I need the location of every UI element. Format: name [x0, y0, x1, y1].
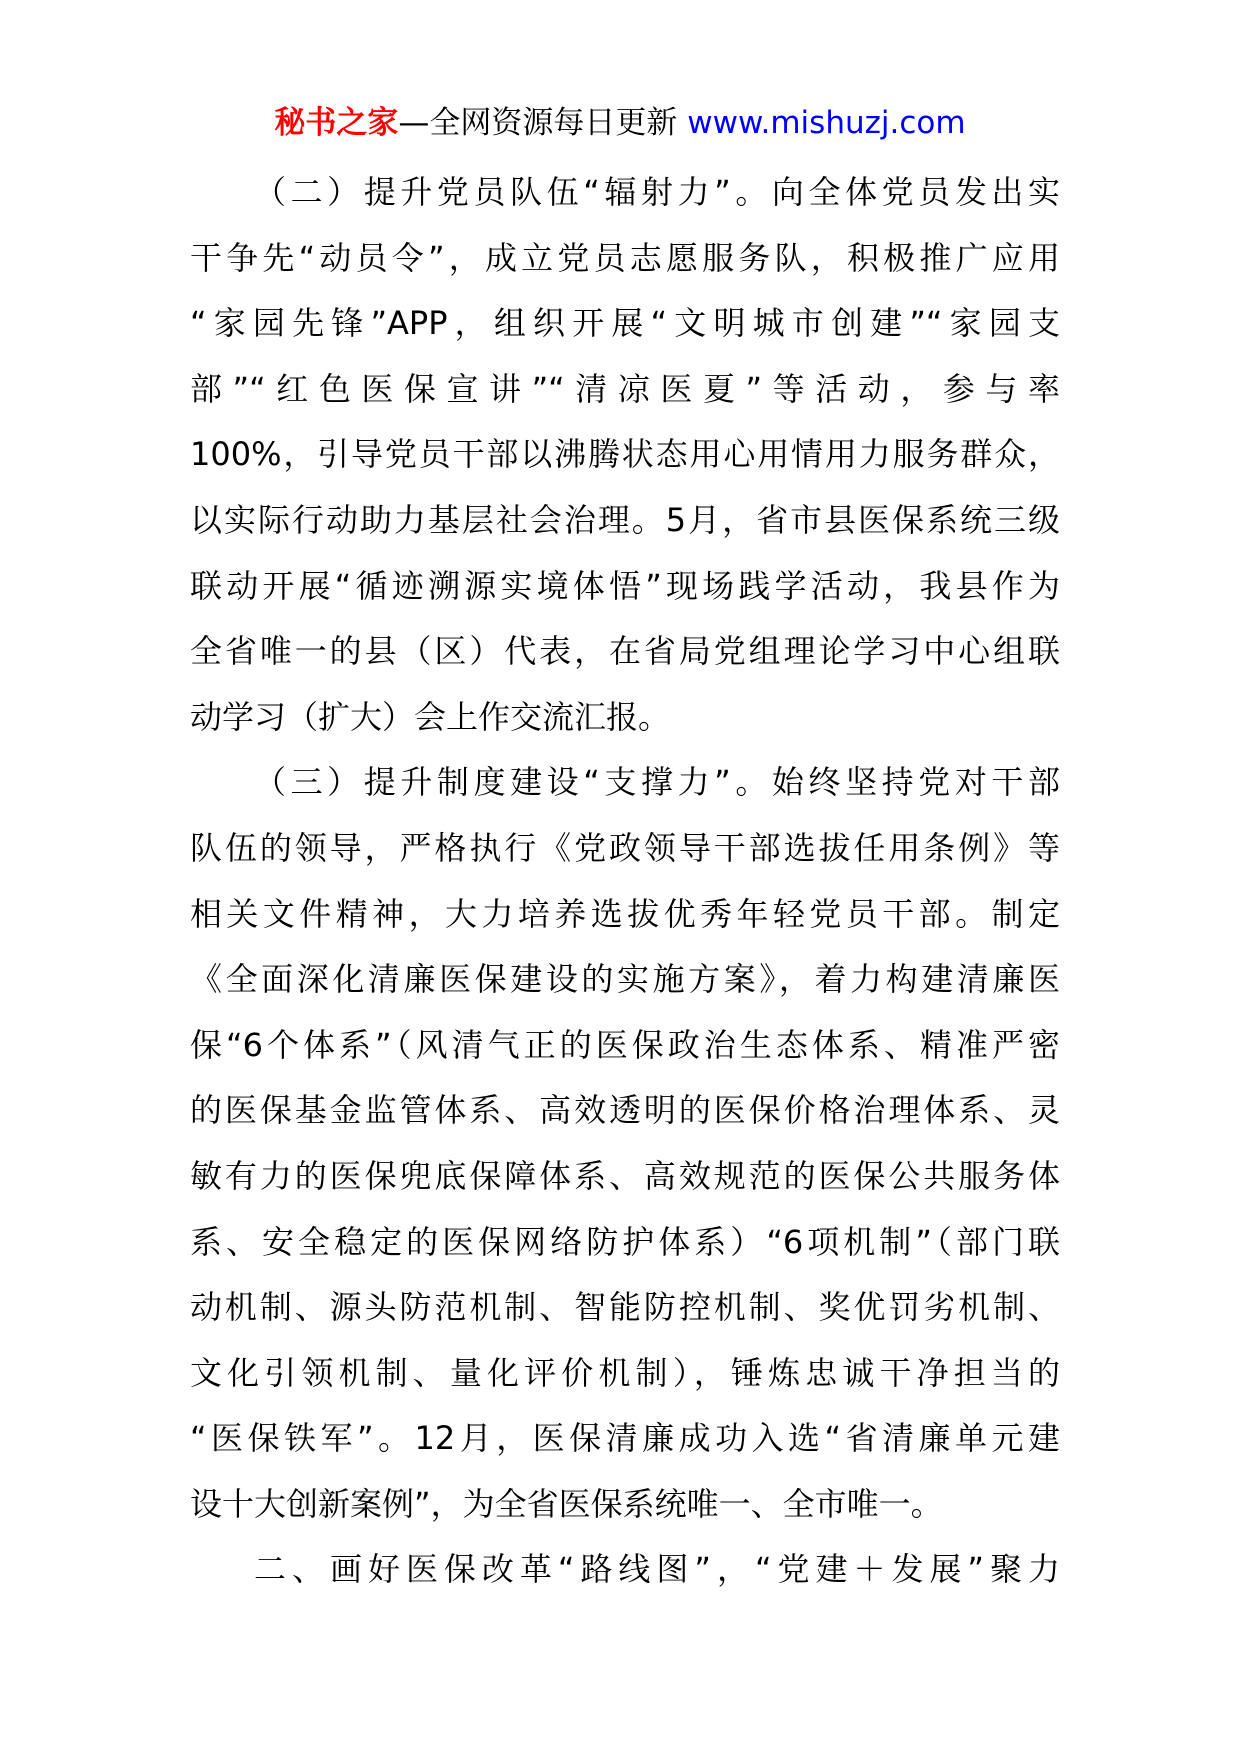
paragraph-line: 全省唯一的县（区）代表，在省局党组理论学习中心组联	[190, 632, 1060, 671]
paragraph-line: 设十大创新案例”，为全省医保系统唯一、全市唯一。	[190, 1484, 943, 1523]
paragraph-line: “家园先锋”APP，组织开展“文明城市创建”“家园支	[190, 304, 1060, 343]
section-heading: 二、画好医保改革“路线图”，“党建＋发展”聚力	[254, 1550, 1060, 1589]
paragraph-line: 敏有力的医保兜底保障体系、高效规范的医保公共服务体	[190, 1156, 1060, 1195]
paragraph-line: “医保铁军”。12月，医保清廉成功入选“省清廉单元建	[190, 1419, 1060, 1458]
document-body	[190, 160, 1060, 1603]
paragraph-line: 保“6个体系”（风清气正的医保政治生态体系、精准严密	[190, 1025, 1060, 1064]
paragraph-line: 动学习（扩大）会上作交流汇报。	[190, 697, 671, 736]
brand-name: 秘书之家	[274, 105, 399, 141]
paragraph-line: 队伍的领导，严格执行《党政领导干部选拔任用条例》等	[190, 828, 1060, 867]
paragraph-line: 的医保基金监管体系、高效透明的医保价格治理体系、灵	[190, 1091, 1060, 1130]
paragraph-line: （二）提升党员队伍“辐射力”。向全体党员发出实	[254, 173, 1060, 211]
header-tagline: —全网资源每日更新	[398, 105, 688, 141]
paragraph-line: 动机制、源头防范机制、智能防控机制、奖优罚劣机制、	[190, 1288, 1060, 1327]
paragraph-line: 部”“红色医保宣讲”“清凉医夏”等活动，参与率	[190, 369, 1060, 408]
paragraph-line: 干争先“动员令”，成立党员志愿服务队，积极推广应用	[190, 238, 1060, 277]
paragraph-line: 相关文件精神，大力培养选拔优秀年轻党员干部。制定	[190, 894, 1060, 933]
paragraph-line: 以实际行动助力基层社会治理。5月，省市县医保系统三级	[190, 500, 1060, 539]
paragraph-line: 《全面深化清廉医保建设的实施方案》，着力构建清廉医	[190, 960, 1060, 999]
paragraph-line: （三）提升制度建设“支撑力”。始终坚持党对干部	[254, 763, 1060, 802]
paragraph-line: 系、安全稳定的医保网络防护体系）“6项机制”（部门联	[190, 1222, 1060, 1261]
site-url-link[interactable]: www.mishuzj.com	[687, 105, 966, 141]
paragraph-line: 100%，引导党员干部以沸腾状态用心用情用力服务群众，	[190, 435, 1060, 474]
paragraph-line: 文化引领机制、量化评价机制），锤炼忠诚干净担当的	[190, 1353, 1060, 1392]
paragraph-line: 联动开展“循迹溯源实境体悟”现场践学活动，我县作为	[190, 566, 1060, 605]
site-header	[0, 100, 1240, 146]
